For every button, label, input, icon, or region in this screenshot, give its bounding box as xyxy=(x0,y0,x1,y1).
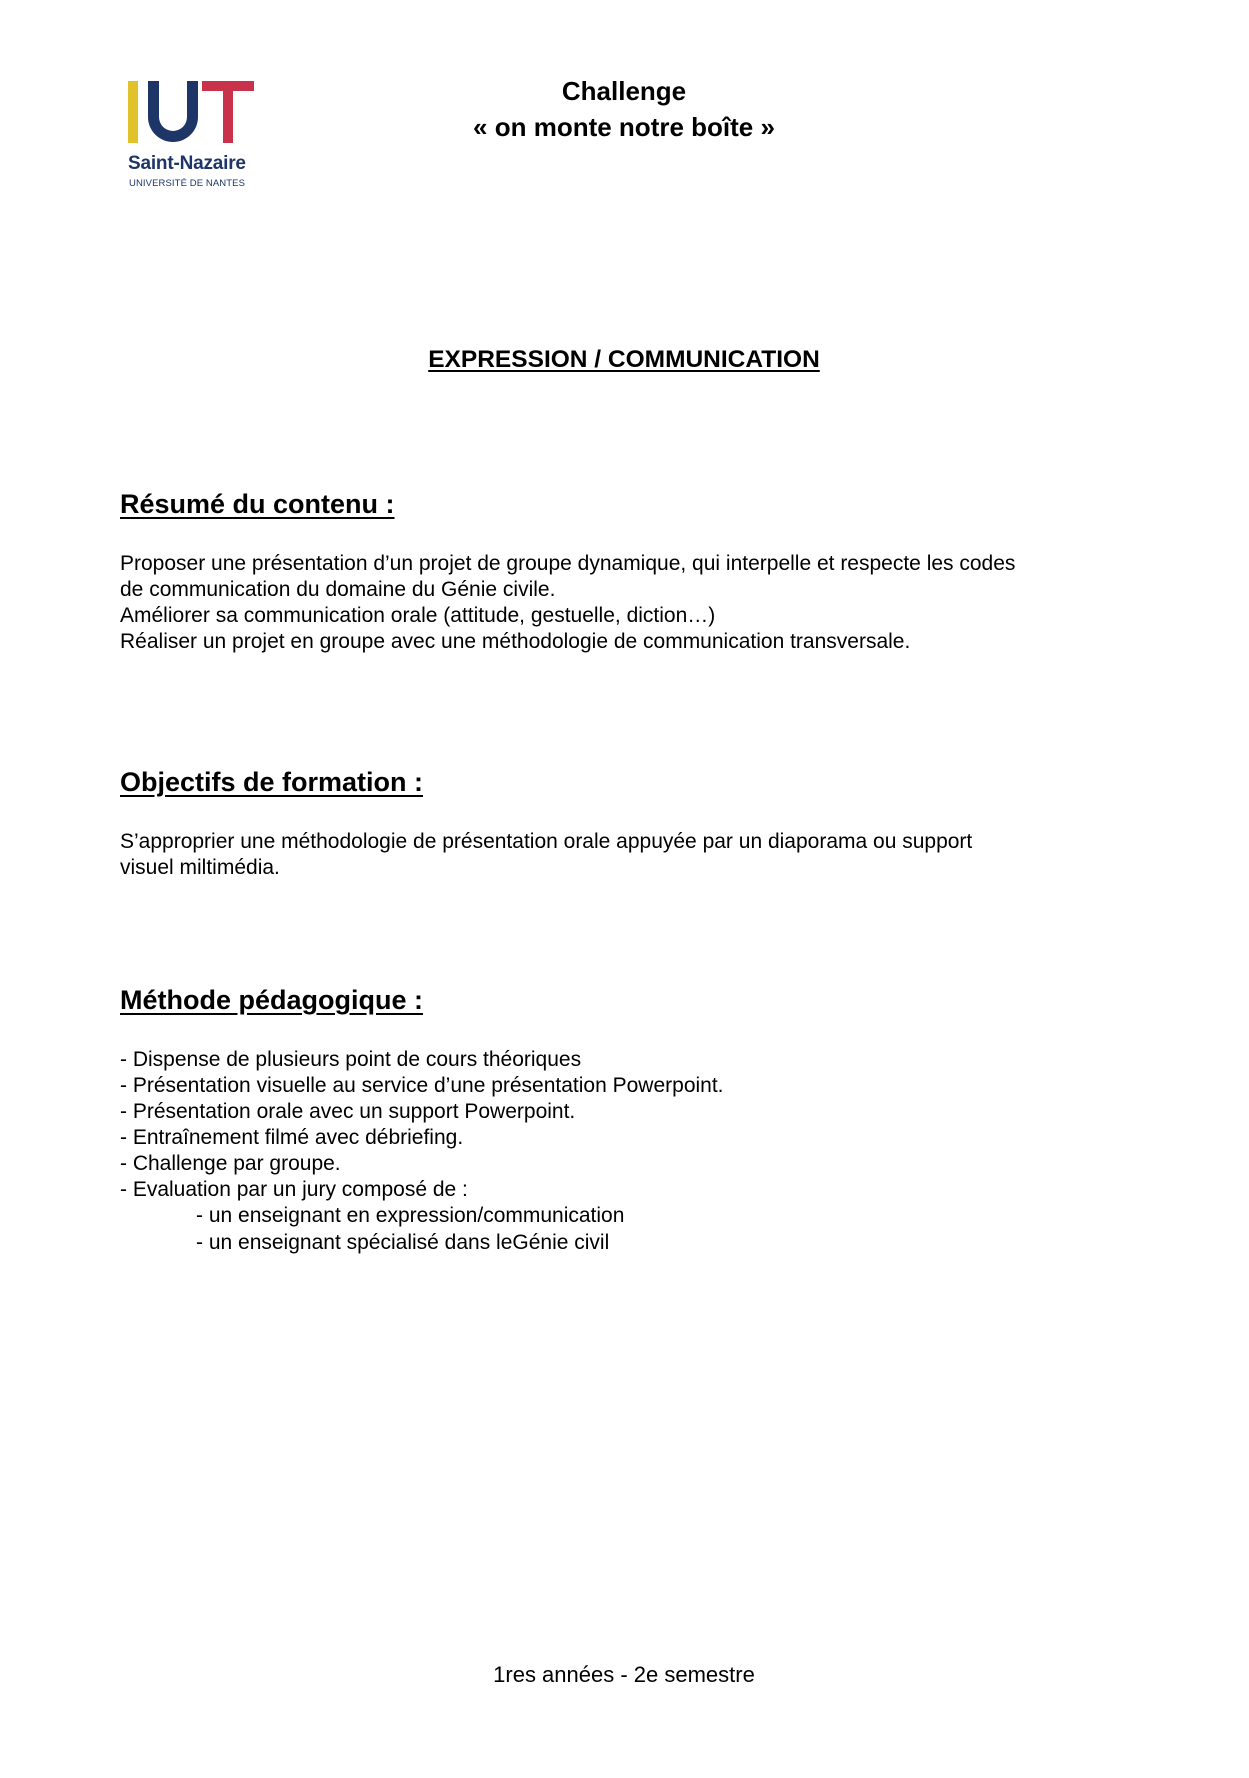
document-heading: EXPRESSION / COMMUNICATION xyxy=(428,346,820,373)
section-title-objectifs: Objectifs de formation : xyxy=(120,767,424,797)
title-line-2: « on monte notre boîte » xyxy=(473,112,775,142)
logo-subtitle: UNIVERSITÉ DE NANTES xyxy=(129,178,246,189)
iut-logo xyxy=(128,80,258,192)
methode-item: - Challenge par groupe. xyxy=(120,1152,341,1175)
objectifs-line: S’approprier une méthodologie de présentation orale appuyée par un diaporama ou support xyxy=(120,830,973,853)
footer-text: 1res années - 2e semestre xyxy=(493,1662,755,1687)
resume-line: Améliorer sa communication orale (attitude, gestuelle, diction…) xyxy=(120,604,716,627)
methode-item: - Présentation orale avec un support Powerpoint. xyxy=(120,1100,576,1123)
section-title-resume: Résumé du contenu : xyxy=(120,489,395,519)
title-line-1: Challenge xyxy=(561,76,687,106)
objectifs-line: visuel miltimédia. xyxy=(120,856,280,879)
methode-item: - Dispense de plusieurs point de cours théoriques xyxy=(120,1048,582,1071)
methode-item: - Présentation visuelle au service d’une présentation Powerpoint. xyxy=(120,1074,724,1097)
resume-line: de communication du domaine du Génie civile. xyxy=(120,578,556,601)
methode-item: - Entraînement filmé avec débriefing. xyxy=(120,1126,464,1149)
iut-letters-logo xyxy=(128,80,254,144)
methode-sub-item: - un enseignant spécialisé dans leGénie civil xyxy=(196,1231,610,1254)
section-title-methode: Méthode pédagogique : xyxy=(120,985,423,1015)
logo-name: Saint-Nazaire xyxy=(128,153,246,174)
methode-item: - Evaluation par un jury composé de : xyxy=(120,1178,468,1201)
logo-letter-u xyxy=(148,81,198,142)
methode-sub-item: - un enseignant en expression/communication xyxy=(196,1204,625,1227)
resume-line: Réaliser un projet en groupe avec une méthodologie de communication transversale. xyxy=(120,630,911,653)
logo-letter-t xyxy=(202,81,254,143)
logo-letter-i xyxy=(128,81,138,143)
resume-line: Proposer une présentation d’un projet de groupe dynamique, qui interpelle et respecte les codes xyxy=(120,552,1016,575)
